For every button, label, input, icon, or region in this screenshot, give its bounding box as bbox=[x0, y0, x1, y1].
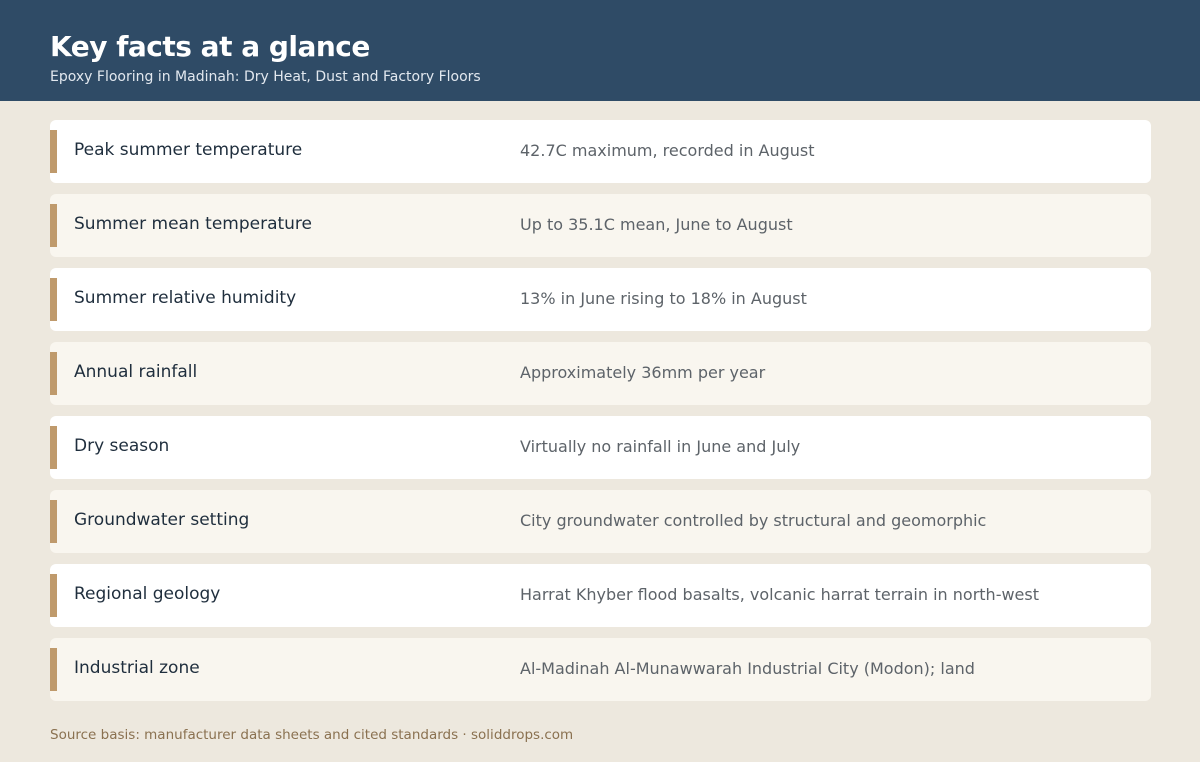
fact-value: Virtually no rainfall in June and July bbox=[520, 437, 801, 456]
fact-row-dry-season bbox=[50, 416, 1151, 479]
fact-row-industrial-zone bbox=[50, 638, 1151, 701]
fact-label: Summer relative humidity bbox=[74, 288, 297, 308]
fact-value: Al-Madinah Al-Munawwarah Industrial City (Modon); land bbox=[520, 659, 975, 678]
fact-label: Regional geology bbox=[74, 584, 221, 604]
page-subtitle: Epoxy Flooring in Madinah: Dry Heat, Dust and Factory Floors bbox=[50, 69, 481, 85]
facts-list bbox=[50, 120, 1151, 712]
accent-bar bbox=[50, 648, 57, 691]
fact-value: 13% in June rising to 18% in August bbox=[520, 289, 807, 308]
fact-row-annual-rainfall bbox=[50, 342, 1151, 405]
fact-row-regional-geology bbox=[50, 564, 1151, 627]
header-banner bbox=[0, 0, 1200, 101]
fact-value: Up to 35.1C mean, June to August bbox=[520, 215, 793, 234]
fact-value: 42.7C maximum, recorded in August bbox=[520, 141, 815, 160]
accent-bar bbox=[50, 426, 57, 469]
source-footer: Source basis: manufacturer data sheets and cited standards · soliddrops.com bbox=[50, 727, 574, 743]
fact-row-summer-relative-humidity bbox=[50, 268, 1151, 331]
fact-value: Approximately 36mm per year bbox=[520, 363, 766, 382]
fact-label: Groundwater setting bbox=[74, 510, 250, 530]
accent-bar bbox=[50, 574, 57, 617]
fact-label: Annual rainfall bbox=[74, 362, 198, 382]
accent-bar bbox=[50, 204, 57, 247]
page-title: Key facts at a glance bbox=[50, 30, 370, 63]
fact-label: Peak summer temperature bbox=[74, 140, 303, 160]
fact-label: Dry season bbox=[74, 436, 170, 456]
accent-bar bbox=[50, 278, 57, 321]
fact-row-groundwater-setting bbox=[50, 490, 1151, 553]
fact-row-peak-summer-temperature bbox=[50, 120, 1151, 183]
fact-row-summer-mean-temperature bbox=[50, 194, 1151, 257]
fact-value: City groundwater controlled by structural and geomorphic bbox=[520, 511, 987, 530]
fact-label: Industrial zone bbox=[74, 658, 200, 678]
fact-value: Harrat Khyber flood basalts, volcanic harrat terrain in north-west bbox=[520, 585, 1039, 604]
accent-bar bbox=[50, 352, 57, 395]
accent-bar bbox=[50, 500, 57, 543]
accent-bar bbox=[50, 130, 57, 173]
fact-label: Summer mean temperature bbox=[74, 214, 313, 234]
